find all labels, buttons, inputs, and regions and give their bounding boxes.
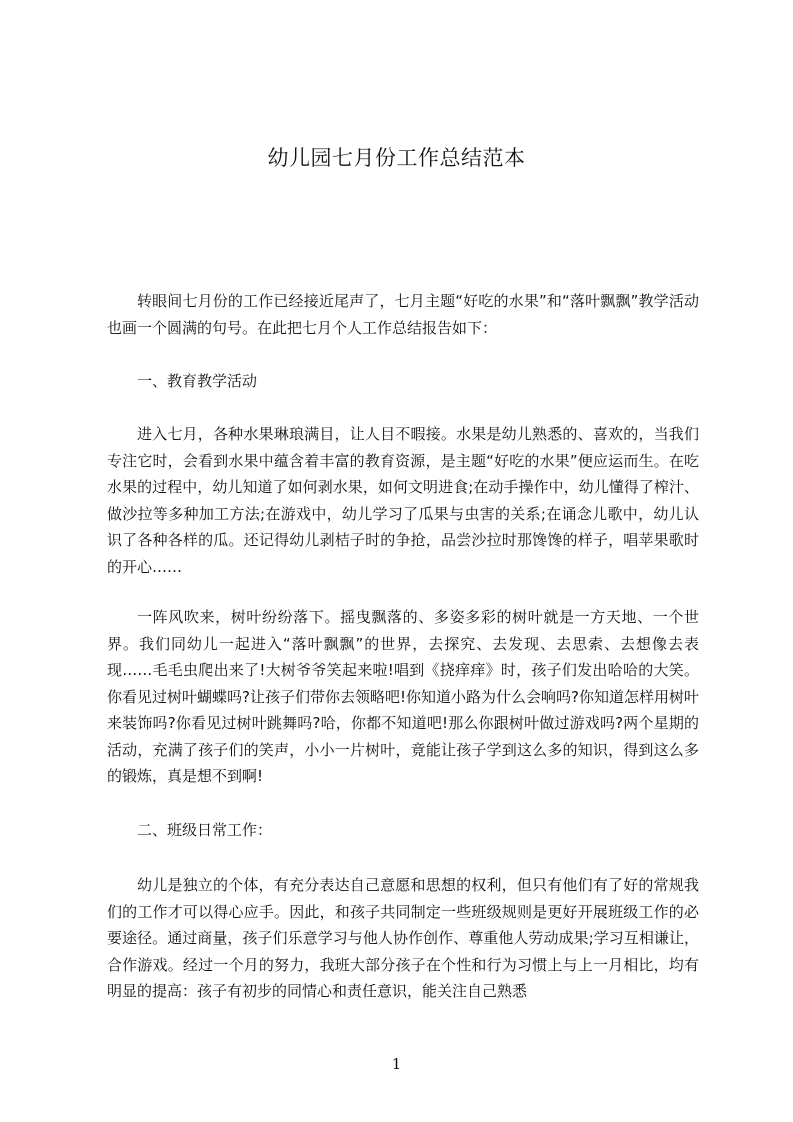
daily-work-paragraph: 幼儿是独立的个体，有充分表达自己意愿和思想的权利，但只有他们有了好的常规我们的工作才可以得心应手。因此，和孩子共同制定一些班级规则是更好开展班级工作的必要途径。通过商量，孩子们乐意学习与他人协作创作、尊重他人劳动成果;学习互相谦让，合作游戏。经过一个月的努力，我班大部分孩子在个性和行为习惯上与上一月相比，均有明显的提高：孩子有初步的同情心和责任意识，能关注自己熟悉 bbox=[107, 876, 699, 1000]
page-number: 1 bbox=[391, 1055, 402, 1073]
section-heading-teaching: 一、教育教学活动 bbox=[137, 372, 258, 390]
intro-paragraph: 转眼间七月份的工作已经接近尾声了，七月主题“好吃的水果”和“落叶飘飘”教学活动也画一个圆满的句号。在此把七月个人工作总结报告如下： bbox=[107, 292, 699, 337]
section-heading-daily-work: 二、班级日常工作： bbox=[137, 821, 273, 839]
fruit-theme-paragraph: 进入七月，各种水果琳琅满目，让人目不暇接。水果是幼儿熟悉的、喜欢的，当我们专注它时，会看到水果中蕴含着丰富的教育资源，是主题“好吃的水果”便应运而生。在吃水果的过程中，幼儿知道了如何剥水果，如何文明进食;在动手操作中，幼儿懂得了榨汁、做沙拉等多种加工方法;在游戏中，幼儿学习了瓜果与虫害的关系;在诵念儿歌中，幼儿认识了各种各样的瓜。还记得幼儿剥桔子时的争抢，品尝沙拉时那馋馋的样子，唱苹果歌时的开心…… bbox=[107, 425, 699, 576]
document-title: 幼儿园七月份工作总结范本 bbox=[267, 146, 526, 170]
leaves-theme-paragraph: 一阵风吹来，树叶纷纷落下。摇曳飘落的、多姿多彩的树叶就是一方天地、一个世界。我们同幼儿一起进入“落叶飘飘”的世界，去探究、去发现、去思索、去想像去表现……毛毛虫爬出来了!大树爷爷笑起来啦!唱到《挠痒痒》时，孩子们发出哈哈的大笑。你看见过树叶蝴蝶吗?让孩子们带你去领略吧!你知道小路为什么会响吗?你知道怎样用树叶来装饰吗?你看见过树叶跳舞吗?哈，你都不知道吧!那么你跟树叶做过游戏吗?两个星期的活动，充满了孩子们的笑声，小小一片树叶，竟能让孩子学到这么多的知识，得到这么多的锻炼，真是想不到啊! bbox=[107, 608, 699, 785]
